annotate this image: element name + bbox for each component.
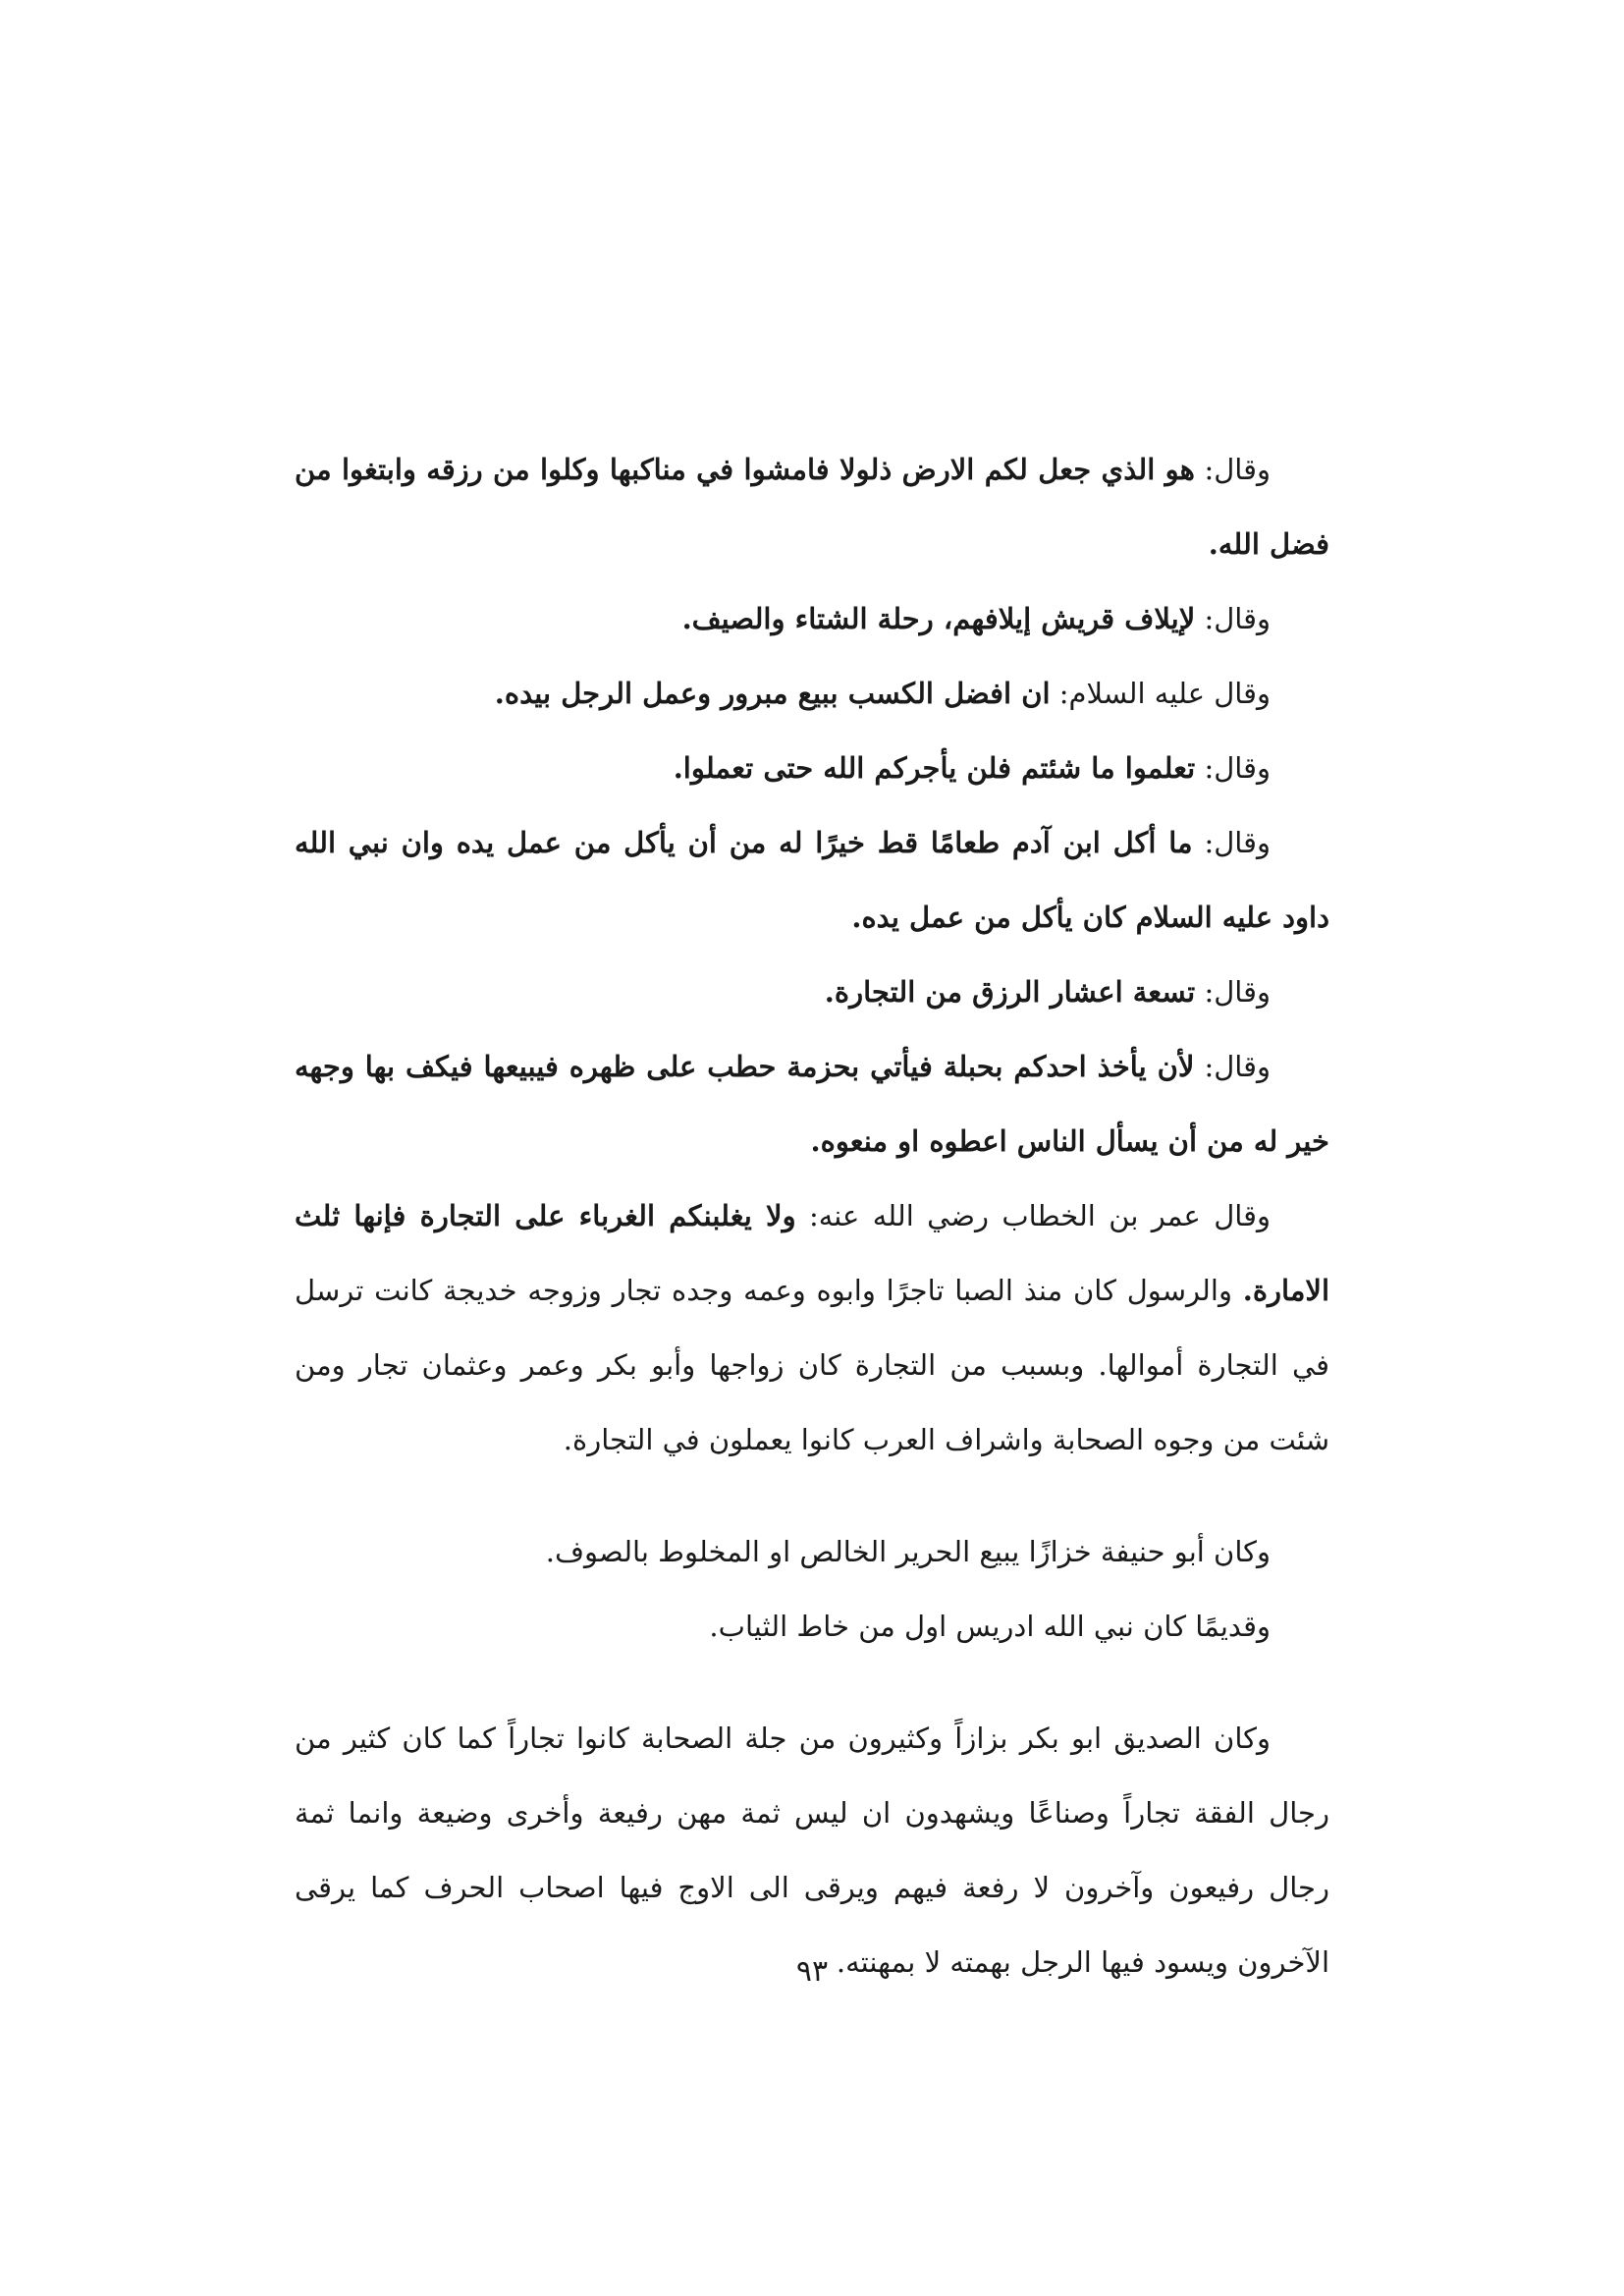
paragraph-hadith-1 (295, 656, 1329, 731)
paragraph-intro: وقال عمر بن الخطاب رضي الله عنه: (795, 1199, 1271, 1232)
paragraph-intro: وقال: (1195, 975, 1271, 1009)
paragraph-intro: وقال: (1194, 1050, 1272, 1083)
paragraph-quote: تعلموا ما شئتم فلن يأجركم الله حتى تعملوا. (673, 751, 1196, 785)
paragraph-intro: وقال: (1192, 826, 1271, 859)
paragraph-quote: لإيلاف قريش إيلافهم، رحلة الشتاء والصيف. (681, 602, 1196, 635)
indented-line-idris: وقديمًا كان نبي الله ادريس اول من خاط الثياب. (709, 1610, 1271, 1643)
paragraph-omar (295, 1178, 1329, 1477)
paragraph-quote: ما أكل ابن آدم طعامًا قط خيرًا له من أن يأكل من عمل يده وان نبي الله داود عليه السلام كان يأكل من عمل يده. (295, 826, 1329, 934)
paragraph-intro: وقال: (1194, 453, 1272, 486)
paragraph-hadith-3 (295, 805, 1329, 955)
page-number: ٩٣ (795, 1954, 829, 1989)
indented-line-abu-hanifa: وكان أبو حنيفة خزازًا يبيع الحرير الخالص او المخلوط بالصوف. (545, 1535, 1271, 1568)
paragraph-quote: هو الذي جعل لكم الارض ذلولا فامشوا في مناكبها وكلوا من رزقه وابتغوا من فضل الله. (295, 453, 1329, 561)
paragraph-quote: تسعة اعشار الرزق من التجارة. (824, 975, 1196, 1009)
paragraph-intro: وقال: (1195, 602, 1271, 635)
paragraph-quran-2 (295, 581, 1329, 656)
paragraph-hadith-2 (295, 731, 1329, 805)
paragraph-hadith-4 (295, 955, 1329, 1029)
paragraph-intro: وقال: (1195, 751, 1271, 785)
paragraph-intro: وقال عليه السلام: (1050, 677, 1271, 710)
paragraph-quote: ولا يغلبنكم الغرباء على التجارة فإنها ثلث الامارة. (295, 1199, 1329, 1307)
document-page (295, 432, 1329, 2121)
paragraph-quran-1 (295, 432, 1329, 581)
closing-paragraph: وكان الصديق ابو بكر بزازاً وكثيرون من جلة الصحابة كانوا تجاراً كما كان كثير من رجال الفقة تجاراً وصناعًا ويشهدون ان ليس ثمة مهن رفيعة وأخرى وضيعة وانما ثمة رجال رفيعون وآخرون لا رفعة فيهم ويرقى الى الاوج فيها اصحاب الحرف كما يرقى الآخرون ويسود فيها الرجل بهمته لا بمهنته. (295, 1722, 1329, 1979)
paragraph-quote: ان افضل الكسب ببيع مبرور وعمل الرجل بيده. (494, 677, 1051, 710)
paragraph-body: والرسول كان منذ الصبا تاجرًا وابوه وعمه وجده تجار وزوجه خديجة كانت ترسل في التجارة أموالها. وبسبب من التجارة كان زواجها وأبو بكر وعمر وعثمان تجار ومن شئت من وجوه الصحابة واشراف العرب كانوا يعملون في التجارة. (295, 1274, 1329, 1456)
paragraph-quote: لأن يأخذ احدكم بحبلة فيأتي بحزمة حطب على ظهره فيبيعها فيكف بها وجهه خير له من أن يسأل الناس اعطوه او منعوه. (295, 1050, 1329, 1158)
paragraph-hadith-5 (295, 1029, 1329, 1178)
indented-block (295, 1514, 1329, 1664)
